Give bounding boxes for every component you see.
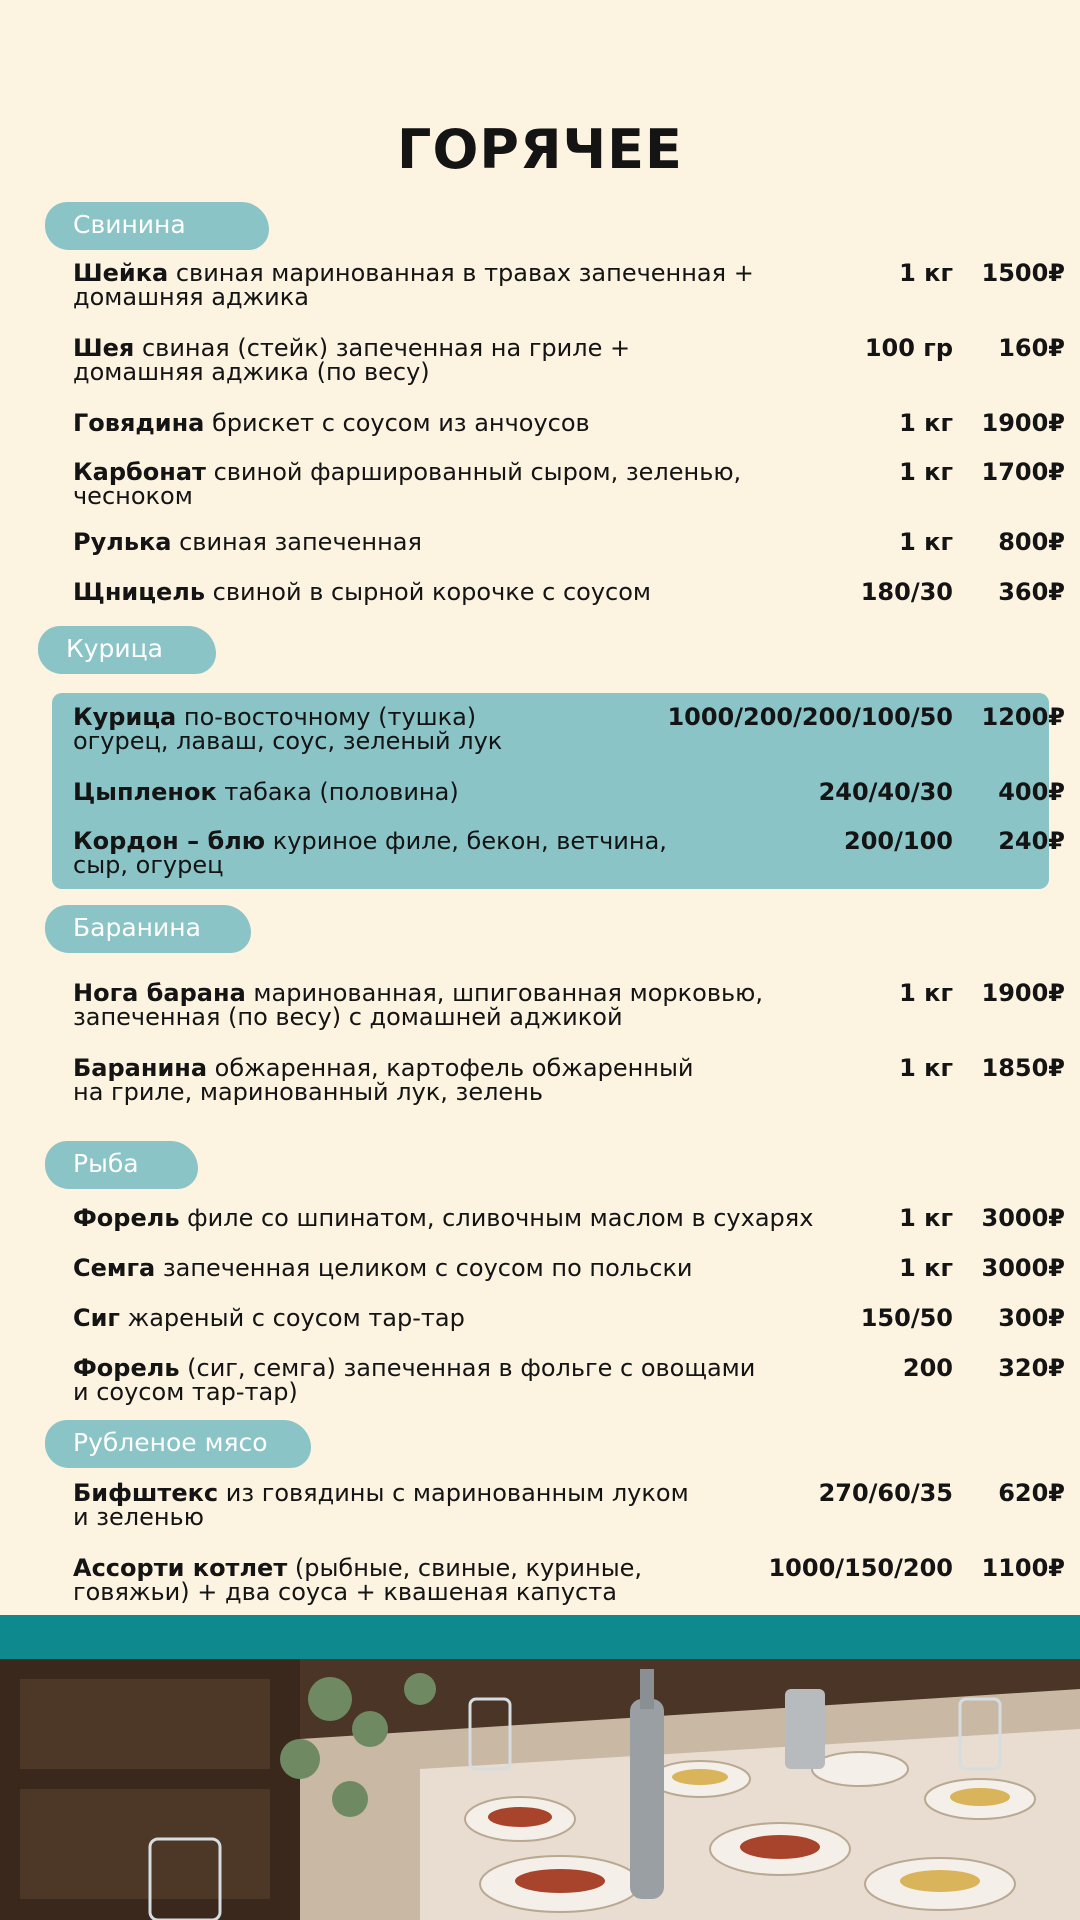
item-description xyxy=(73,1356,828,1404)
item-portion: 1000/200/200/100/50 xyxy=(667,703,953,731)
item-price xyxy=(955,530,1065,554)
ruble-sign: ₽ xyxy=(1048,1554,1065,1582)
ruble-sign: ₽ xyxy=(1048,259,1065,287)
item-price xyxy=(955,1306,1065,1330)
item-price xyxy=(955,1556,1065,1580)
item-description xyxy=(73,1256,828,1280)
item-description xyxy=(73,411,828,435)
item-price-value: 320 xyxy=(998,1354,1049,1382)
item-price-value: 300 xyxy=(998,1304,1049,1332)
item-price xyxy=(955,1481,1065,1505)
ruble-sign: ₽ xyxy=(1048,1479,1065,1507)
menu-item xyxy=(73,1481,1073,1541)
item-portion: 1000/150/200 xyxy=(768,1554,953,1582)
item-desc-line1: (рыбные, свиные, куриные, xyxy=(287,1554,643,1582)
item-desc-line2: и зеленью xyxy=(73,1503,204,1531)
item-desc-line1: свиная запеченная xyxy=(171,528,422,556)
item-desc-line1: жареный с соусом тар-тар xyxy=(119,1304,465,1332)
item-price xyxy=(955,981,1065,1005)
menu-item xyxy=(73,981,1073,1041)
banquet-table-illustration xyxy=(0,1659,1080,1920)
item-description xyxy=(73,580,828,604)
item-desc-line2: запеченная (по весу) с домашней аджикой xyxy=(73,1003,623,1031)
item-desc-line2: огурец, лаваш, соус, зеленый лук xyxy=(73,727,503,755)
item-desc-line2: и соусом тар-тар) xyxy=(73,1378,298,1406)
ruble-sign: ₽ xyxy=(1048,578,1065,606)
item-price-value: 1100 xyxy=(981,1554,1049,1582)
item-name: Баранина xyxy=(73,1054,208,1082)
item-price-value: 620 xyxy=(998,1479,1049,1507)
ruble-sign: ₽ xyxy=(1048,1204,1065,1232)
banquet-table-photo xyxy=(0,1659,1080,1920)
item-description xyxy=(73,460,828,508)
item-desc-line1: по-восточному (тушка) xyxy=(176,703,477,731)
ruble-sign: ₽ xyxy=(1048,528,1065,556)
item-description xyxy=(73,780,828,804)
menu-item xyxy=(73,1356,1073,1416)
item-name: Щницель xyxy=(73,578,206,606)
item-price xyxy=(955,336,1065,360)
ruble-sign: ₽ xyxy=(1048,1054,1065,1082)
item-desc-line2: домашняя аджика xyxy=(73,283,309,311)
item-price-value: 160 xyxy=(998,334,1049,362)
menu-item xyxy=(73,460,1073,520)
menu-item xyxy=(73,580,1073,640)
item-desc-line1: филе со шпинатом, сливочным маслом в сухарях xyxy=(179,1204,814,1232)
item-name: Семга xyxy=(73,1254,156,1282)
item-price-value: 3000 xyxy=(981,1204,1049,1232)
item-desc-line2: говяжьи) + два соуса + квашеная капуста xyxy=(73,1578,617,1606)
item-description xyxy=(73,981,828,1029)
item-portion: 200 xyxy=(902,1354,953,1382)
item-price-value: 1850 xyxy=(981,1054,1049,1082)
item-name: Шейка xyxy=(73,259,169,287)
item-name: Карбонат xyxy=(73,458,206,486)
item-price-value: 1500 xyxy=(981,259,1049,287)
item-price xyxy=(955,1056,1065,1080)
item-desc-line2: чесноком xyxy=(73,482,193,510)
menu-item xyxy=(73,1556,1073,1616)
item-price-value: 1700 xyxy=(981,458,1049,486)
item-desc-line1: куриное филе, бекон, ветчина, xyxy=(265,827,667,855)
section-label: Свинина xyxy=(45,202,269,250)
ruble-sign: ₽ xyxy=(1048,827,1065,855)
item-desc-line1: обжаренная, картофель обжаренный xyxy=(207,1054,694,1082)
item-desc-line1: свиной фаршированный сыром, зеленью, xyxy=(205,458,742,486)
item-desc-line2: домашняя аджика (по весу) xyxy=(73,358,430,386)
ruble-sign: ₽ xyxy=(1048,778,1065,806)
item-description xyxy=(73,1481,828,1529)
item-name: Сиг xyxy=(73,1304,120,1332)
item-price xyxy=(955,411,1065,435)
menu-item xyxy=(73,336,1073,396)
item-desc-line1: из говядины с маринованным луком xyxy=(218,1479,689,1507)
item-portion: 1 кг xyxy=(899,528,953,556)
item-name: Цыпленок xyxy=(73,778,217,806)
menu-item xyxy=(73,1056,1073,1116)
teal-band xyxy=(0,1615,1080,1659)
item-price xyxy=(955,261,1065,285)
item-name: Курица xyxy=(73,703,177,731)
item-price xyxy=(955,1256,1065,1280)
ruble-sign: ₽ xyxy=(1048,458,1065,486)
item-name: Бифштекс xyxy=(73,1479,219,1507)
item-name: Форель xyxy=(73,1204,180,1232)
item-portion: 1 кг xyxy=(899,409,953,437)
item-desc-line2: на гриле, маринованный лук, зелень xyxy=(73,1078,544,1106)
ruble-sign: ₽ xyxy=(1048,409,1065,437)
item-portion: 1 кг xyxy=(899,1204,953,1232)
item-desc-line1: свиная (стейк) запеченная на гриле + xyxy=(134,334,631,362)
item-description xyxy=(73,261,828,309)
item-portion: 200/100 xyxy=(844,827,953,855)
item-portion: 180/30 xyxy=(860,578,953,606)
item-description xyxy=(73,1056,828,1104)
item-price xyxy=(955,580,1065,604)
item-desc-line1: маринованная, шпигованная морковью, xyxy=(245,979,763,1007)
item-price xyxy=(955,460,1065,484)
section-label: Рубленое мясо xyxy=(45,1420,311,1468)
item-desc-line1: запеченная целиком с соусом по польски xyxy=(155,1254,693,1282)
item-price xyxy=(955,1356,1065,1380)
section-label: Баранина xyxy=(45,905,251,953)
item-description xyxy=(73,1206,828,1230)
item-portion: 100 гр xyxy=(864,334,953,362)
item-description xyxy=(73,829,828,877)
ruble-sign: ₽ xyxy=(1048,703,1065,731)
item-desc-line1: (сиг, семга) запеченная в фольге с овощами xyxy=(179,1354,756,1382)
item-name: Форель xyxy=(73,1354,180,1382)
section-label: Рыба xyxy=(45,1141,198,1189)
item-price xyxy=(955,1206,1065,1230)
item-desc-line1: брискет с соусом из анчоусов xyxy=(204,409,590,437)
item-portion: 1 кг xyxy=(899,458,953,486)
item-price xyxy=(955,829,1065,853)
item-price-value: 400 xyxy=(998,778,1049,806)
menu-item xyxy=(73,829,1073,889)
item-price xyxy=(955,780,1065,804)
item-portion: 1 кг xyxy=(899,979,953,1007)
menu-item xyxy=(73,705,1073,765)
item-desc-line1: свиной в сырной корочке с соусом xyxy=(205,578,652,606)
section-label: Курица xyxy=(38,626,216,674)
item-desc-line1: табака (половина) xyxy=(216,778,459,806)
item-price-value: 1900 xyxy=(981,979,1049,1007)
item-name: Кордон – блю xyxy=(73,827,266,855)
ruble-sign: ₽ xyxy=(1048,334,1065,362)
item-portion: 150/50 xyxy=(860,1304,953,1332)
item-price xyxy=(955,705,1065,729)
item-price-value: 360 xyxy=(998,578,1049,606)
item-price-value: 240 xyxy=(998,827,1049,855)
item-desc-line1: свиная маринованная в травах запеченная + xyxy=(168,259,754,287)
item-portion: 240/40/30 xyxy=(818,778,953,806)
item-portion: 1 кг xyxy=(899,1054,953,1082)
item-description xyxy=(73,530,828,554)
item-portion: 1 кг xyxy=(899,1254,953,1282)
item-name: Ассорти котлет xyxy=(73,1554,288,1582)
item-price-value: 1200 xyxy=(981,703,1049,731)
item-portion: 270/60/35 xyxy=(818,1479,953,1507)
item-description xyxy=(73,1306,828,1330)
item-price-value: 3000 xyxy=(981,1254,1049,1282)
menu-title: ГОРЯЧЕЕ xyxy=(397,118,683,181)
item-name: Шея xyxy=(73,334,135,362)
item-price-value: 1900 xyxy=(981,409,1049,437)
item-name: Рулька xyxy=(73,528,172,556)
item-description xyxy=(73,1556,828,1604)
ruble-sign: ₽ xyxy=(1048,1354,1065,1382)
ruble-sign: ₽ xyxy=(1048,1254,1065,1282)
item-name: Говядина xyxy=(73,409,205,437)
ruble-sign: ₽ xyxy=(1048,979,1065,1007)
item-desc-line2: сыр, огурец xyxy=(73,851,224,879)
item-description xyxy=(73,336,828,384)
ruble-sign: ₽ xyxy=(1048,1304,1065,1332)
item-name: Нога барана xyxy=(73,979,246,1007)
item-price-value: 800 xyxy=(998,528,1049,556)
menu-item xyxy=(73,261,1073,321)
item-portion: 1 кг xyxy=(899,259,953,287)
